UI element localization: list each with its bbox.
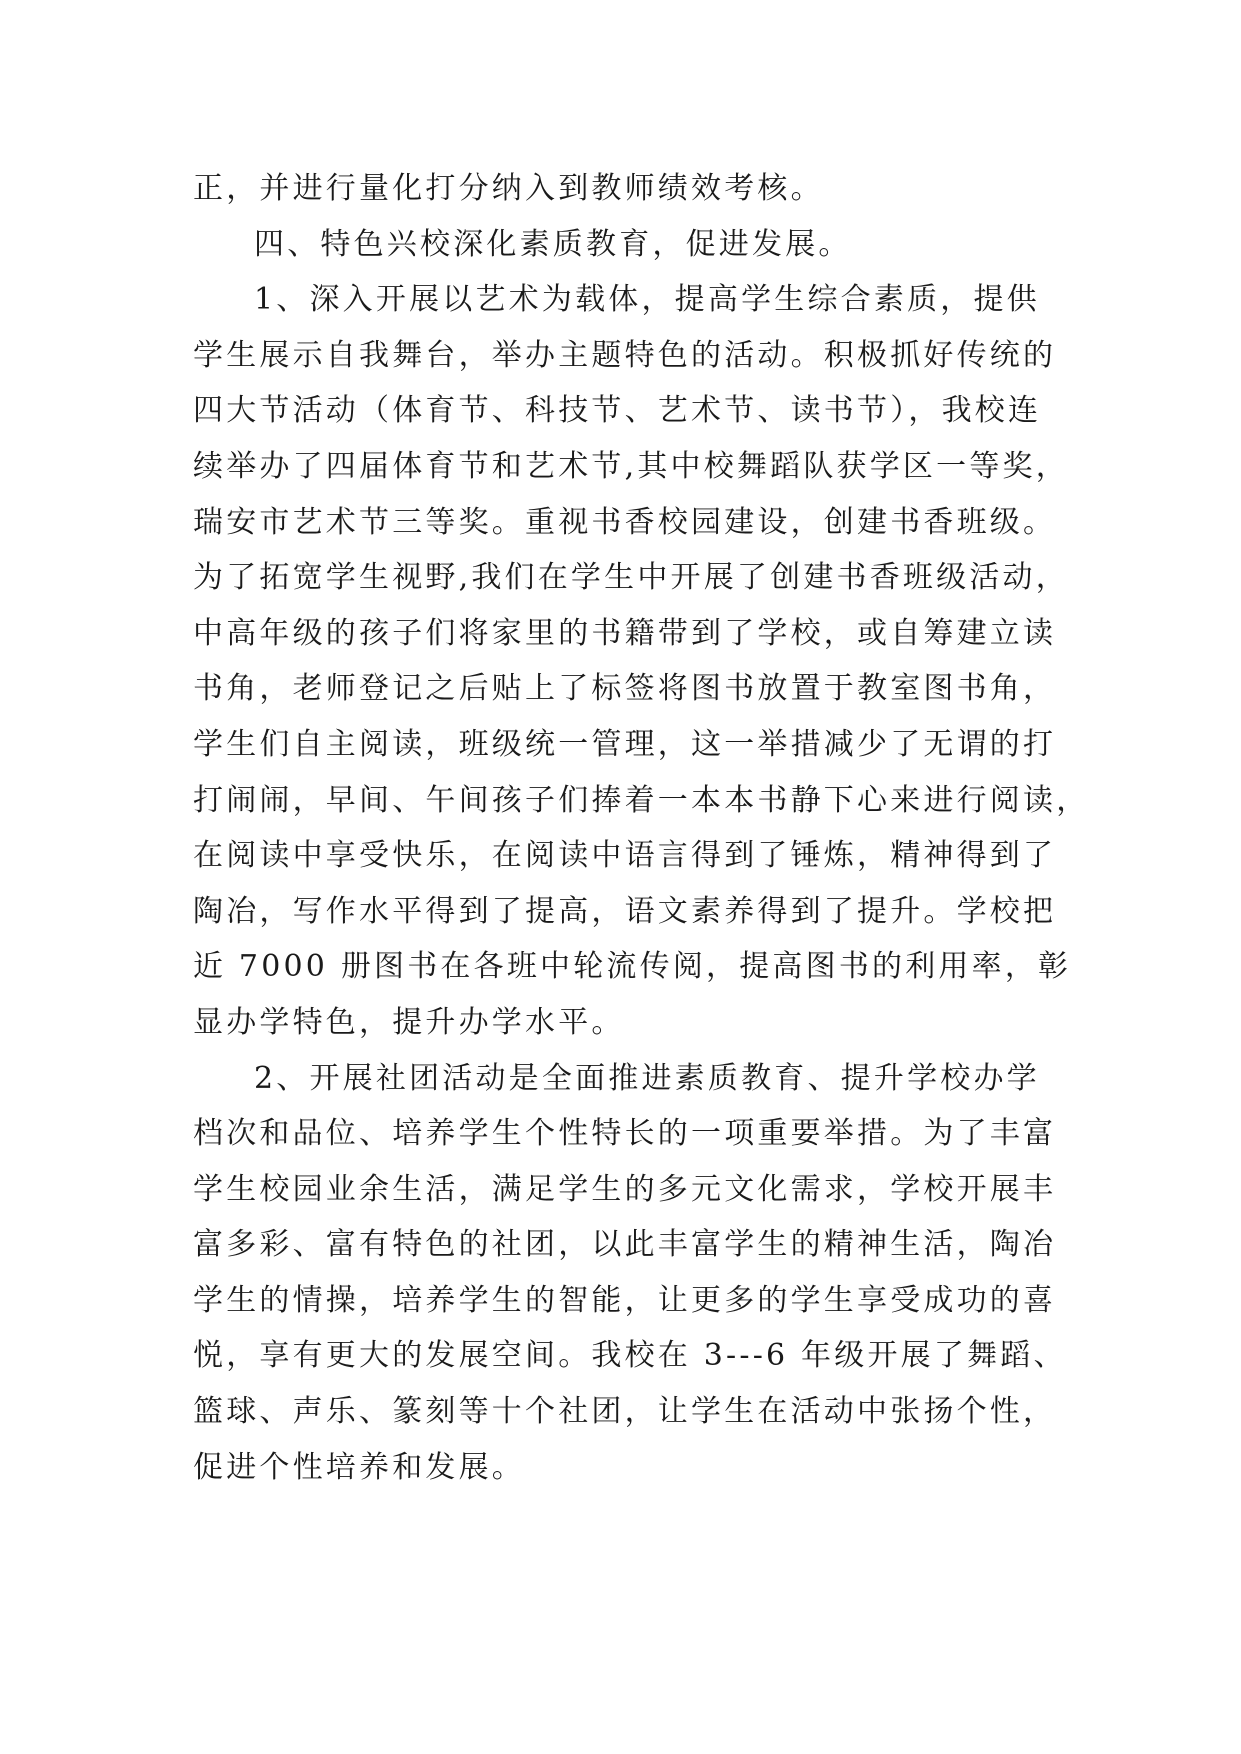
text-line: 学生的情操，培养学生的智能，让更多的学生享受成功的喜 xyxy=(193,1282,1057,1318)
text-line: 悦，享有更大的发展空间。我校在 3---6 年级开展了舞蹈、 xyxy=(193,1338,1067,1374)
text-line: 学生们自主阅读，班级统一管理，这一举措减少了无谓的打 xyxy=(193,726,1057,762)
text-line: 陶冶，写作水平得到了提高，语文素养得到了提升。学校把 xyxy=(193,893,1057,929)
text-line: 近 7000 册图书在各班中轮流传阅，提高图书的利用率，彰 xyxy=(193,949,1072,985)
text-line: 篮球、声乐、篆刻等十个社团，让学生在活动中张扬个性， xyxy=(193,1394,1057,1430)
text-line: 富多彩、富有特色的社团，以此丰富学生的精神生活，陶冶 xyxy=(193,1227,1057,1263)
text-line: 档次和品位、培养学生个性特长的一项重要举措。为了丰富 xyxy=(193,1116,1057,1152)
text-line: 为了拓宽学生视野,我们在学生中开展了创建书香班级活动， xyxy=(193,560,1069,596)
text-line: 书角，老师登记之后贴上了标签将图书放置于教室图书角， xyxy=(193,671,1057,707)
text-line: 打闹闹，早间、午间孩子们捧着一本本书静下心来进行阅读， xyxy=(193,782,1090,818)
document-body xyxy=(193,161,1090,1495)
text-line: 学生展示自我舞台，举办主题特色的活动。积极抓好传统的 xyxy=(193,337,1057,373)
text-line: 2、开展社团活动是全面推进素质教育、提升学校办学 xyxy=(254,1060,1040,1096)
text-line: 促进个性培养和发展。 xyxy=(193,1449,525,1485)
text-line: 显办学特色，提升办学水平。 xyxy=(193,1004,625,1040)
text-line: 瑞安市艺术节三等奖。重视书香校园建设，创建书香班级。 xyxy=(193,504,1057,540)
text-line: 学生校园业余生活，满足学生的多元文化需求，学校开展丰 xyxy=(193,1171,1057,1207)
section-heading: 四、特色兴校深化素质教育，促进发展。 xyxy=(254,226,852,262)
text-line: 1、深入开展以艺术为载体，提高学生综合素质，提供 xyxy=(254,282,1040,318)
text-line: 正，并进行量化打分纳入到教师绩效考核。 xyxy=(193,171,824,206)
text-line: 在阅读中享受快乐，在阅读中语言得到了锤炼，精神得到了 xyxy=(193,838,1057,874)
text-line: 续举办了四届体育节和艺术节,其中校舞蹈队获学区一等奖， xyxy=(193,448,1069,484)
text-line: 四大节活动（体育节、科技节、艺术节、读书节），我校连 xyxy=(193,393,1042,429)
text-line: 中高年级的孩子们将家里的书籍带到了学校，或自筹建立读 xyxy=(193,615,1057,651)
